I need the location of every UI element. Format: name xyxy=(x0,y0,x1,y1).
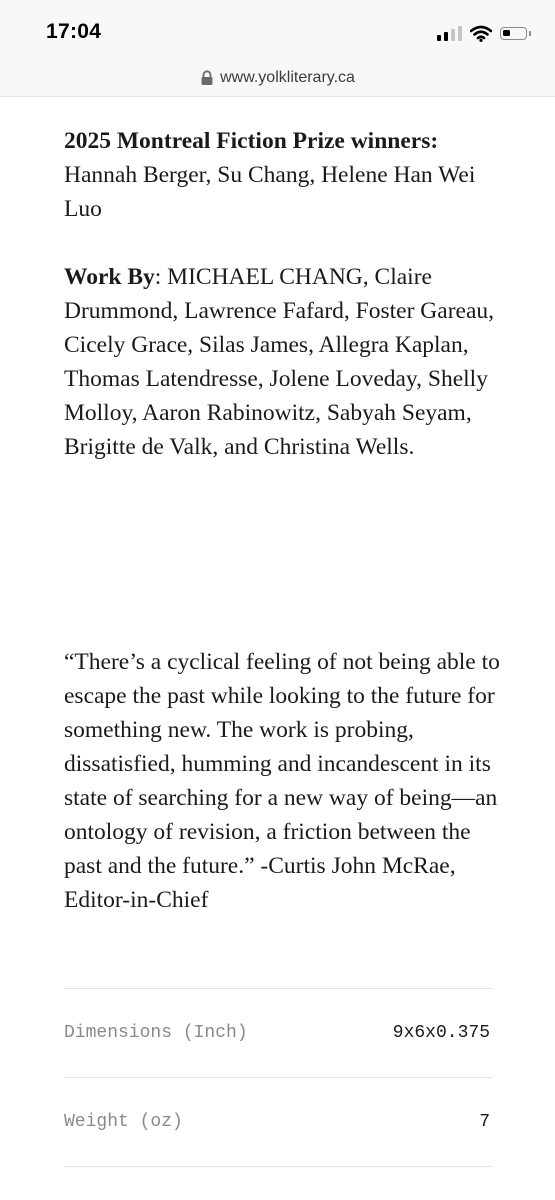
battery-level xyxy=(503,30,510,36)
spec-label: Dimensions (Inch) xyxy=(64,1023,248,1043)
wifi-icon xyxy=(470,25,492,42)
status-bar xyxy=(0,0,555,60)
spec-value: 7 xyxy=(479,1112,490,1132)
spec-row-dimensions xyxy=(64,989,492,1078)
product-specs-table xyxy=(64,988,492,1167)
lock-icon xyxy=(200,70,214,86)
work-by-list: : MICHAEL CHANG, Claire Drummond, Lawrence Fafard, Foster Gareau, Cicely Grace, Silas James, Allegra Kaplan, Thomas Latendresse, Jolene Loveday, Shelly Molloy, Aaron Rabinowitz, Sabyah Seyam, Brigitte de Valk, and Christina Wells. xyxy=(64,264,495,460)
spec-value: 9x6x0.375 xyxy=(392,1023,490,1043)
address-bar[interactable] xyxy=(0,60,555,97)
spec-row-weight xyxy=(64,1078,492,1167)
spec-label: Weight (oz) xyxy=(64,1112,183,1132)
prize-winners: Hannah Berger, Su Chang, Helene Han Wei Luo xyxy=(64,162,476,222)
editor-quote: “There’s a cyclical feeling of not being able to escape the past while looking to the future for something new. The work is probing, dissatisfied, humming and incandescent in its state of searching for a new way of being—an ontology of revision, a friction between the past and the future.” -Curtis John McRae, Editor-in-Chief xyxy=(64,649,500,913)
battery-icon xyxy=(500,27,527,40)
cellular-signal-icon xyxy=(437,25,462,41)
prize-label: 2025 Montreal Fiction Prize winners: xyxy=(64,128,439,154)
url-text: www.yolkliterary.ca xyxy=(220,69,355,86)
status-icons xyxy=(437,22,527,44)
article-content xyxy=(64,124,504,464)
work-by-label: Work By xyxy=(64,264,155,290)
status-time: 17:04 xyxy=(46,20,102,43)
prize-winners-paragraph xyxy=(64,124,504,226)
work-by-paragraph xyxy=(64,260,504,464)
